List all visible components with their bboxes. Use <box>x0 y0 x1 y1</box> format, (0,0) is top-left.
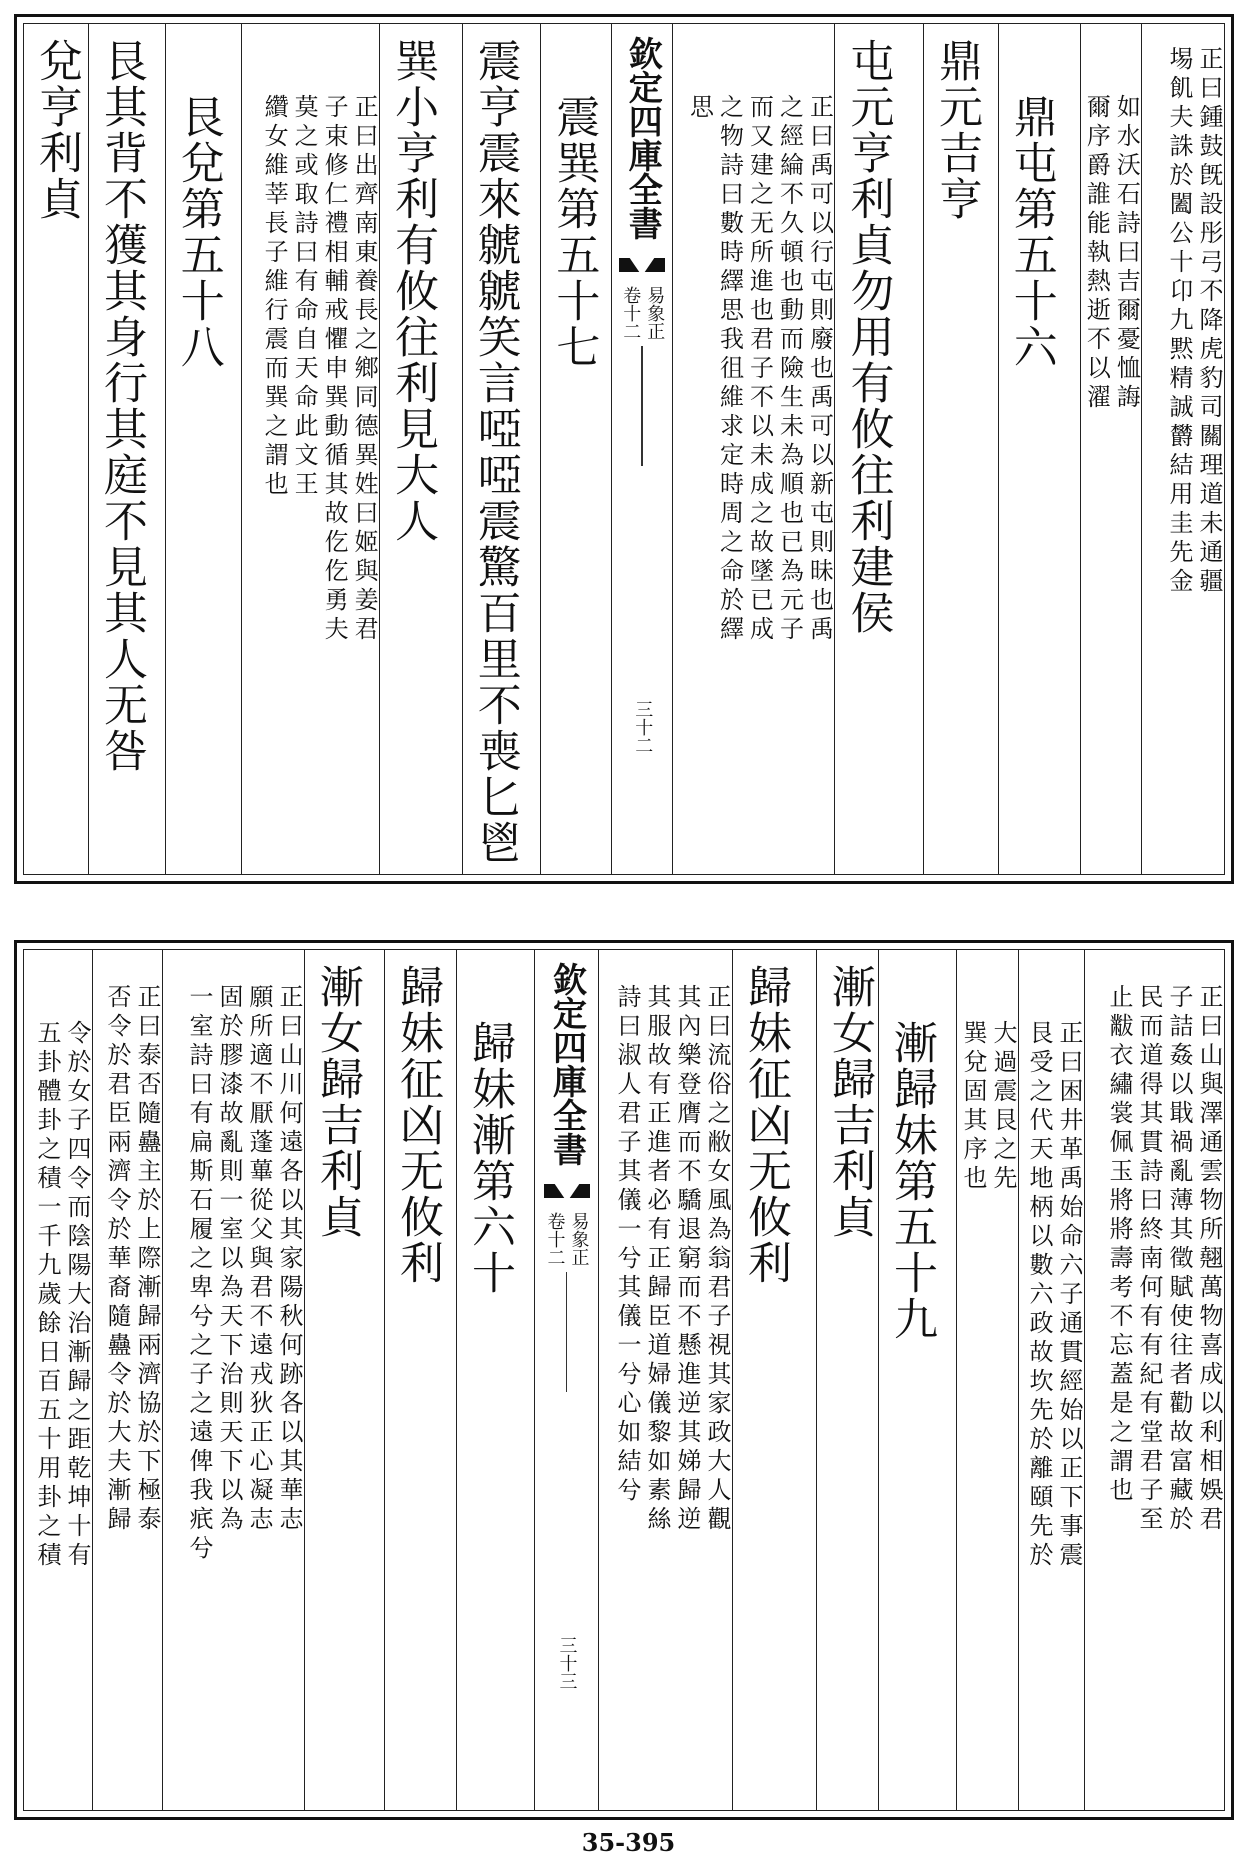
commentary-line: 莫之或取詩曰有命自天命此文王 <box>290 94 319 500</box>
book-title: 欽定四庫全書 <box>622 36 663 240</box>
fish-tail-ornament <box>619 254 665 276</box>
commentary-line: 而又建之无所進也君子不以未成之故墜已成 <box>745 94 774 645</box>
commentary-column <box>162 950 304 1810</box>
commentary-line: 子束修仁禮相輔戒懼申巽動循其故仡仡勇夫 <box>320 94 349 645</box>
commentary-line: 正曰困井革禹始命六子通貫經始以正下事震 <box>1055 1020 1083 1571</box>
commentary-column <box>956 950 1018 1810</box>
page-number: 35-395 <box>581 1828 676 1857</box>
book-name: 易象正 <box>644 286 666 340</box>
commentary-line: 否令於君臣兩濟令於華裔隨蠱令於大夫漸歸 <box>103 984 131 1535</box>
leaf-number: 三十三 <box>556 1636 578 1690</box>
top-page-frame <box>14 14 1234 884</box>
bottom-page-frame <box>14 940 1234 1820</box>
commentary-line: 大過震艮之先 <box>989 1020 1017 1194</box>
hexagram-text-column <box>379 24 462 874</box>
commentary-line: 詩曰淑人君子其儀一兮其儀一兮心如結兮 <box>613 984 641 1506</box>
volume-number: 卷十二 <box>620 286 642 340</box>
hexagram-heading-column <box>998 24 1081 874</box>
hexagram-text-column <box>732 950 816 1810</box>
commentary-column <box>1018 950 1084 1810</box>
commentary-line: 五卦體卦之積一千九歲餘日百五十用卦之積 <box>33 1020 61 1571</box>
commentary-line: 願所適不厭蓬蓽從父與君不遠戎狄正心凝志 <box>245 984 273 1535</box>
top-page-border <box>23 23 1225 875</box>
commentary-column <box>1084 950 1224 1810</box>
hexagram-heading: 歸妹漸第六十 <box>464 1020 515 1296</box>
commentary-line: 固於膠漆故亂則一室以為天下治則天下以為 <box>215 984 243 1535</box>
commentary-line: 民而道得其貫詩曰終南何有有紀有堂君子至 <box>1135 984 1163 1535</box>
bottom-page-border <box>23 949 1225 1811</box>
commentary-line: 正曰流俗之敝女風為翁君子視其家政大人觀 <box>703 984 731 1535</box>
commentary-column <box>24 950 92 1810</box>
spine-line <box>566 1272 568 1392</box>
leaf-number: 三十二 <box>632 700 654 754</box>
commentary-line: 正曰鍾鼓旣設彤弓不降虎豹司關理道未通疆 <box>1195 46 1223 597</box>
hexagram-text: 屯元亨利貞勿用有攸往利建侯 <box>842 38 894 636</box>
book-name: 易象正 <box>568 1212 590 1266</box>
hexagram-heading: 震巽第五十七 <box>548 94 600 370</box>
commentary-line: 其內樂登膺而不驕退窮而不懸進逆其娣歸逆 <box>673 984 701 1535</box>
commentary-column <box>241 24 379 874</box>
fish-tail-ornament <box>544 1180 590 1202</box>
commentary-line: 之物詩曰數時繹思我徂維求定時周之命於繹 <box>715 94 744 645</box>
hexagram-text-column <box>462 24 541 874</box>
hexagram-text: 鼎元吉亨 <box>931 38 982 222</box>
commentary-line: 正曰泰否隨蠱主於上際漸歸兩濟協於下極泰 <box>133 984 161 1535</box>
hexagram-heading-column <box>456 950 534 1810</box>
commentary-line: 一室詩曰有扁斯石履之卑兮之子之遠俾我疧兮 <box>185 984 213 1564</box>
hexagram-heading-column <box>165 24 242 874</box>
hexagram-heading: 鼎屯第五十六 <box>1005 94 1057 370</box>
commentary-line: 艮受之代天地柄以數六政故坎先於離頤先於 <box>1025 1020 1053 1571</box>
commentary-line: 止黻衣繡裳佩玉將將壽考不忘蓋是之謂也 <box>1105 984 1133 1506</box>
commentary-line: 之經綸不久頓也動而險生未為順也已為元子 <box>775 94 804 645</box>
hexagram-text-column <box>834 24 923 874</box>
book-title: 欽定四庫全書 <box>546 962 587 1166</box>
hexagram-heading: 漸歸妹第五十九 <box>886 1020 937 1342</box>
hexagram-text: 漸女歸吉利貞 <box>824 964 875 1240</box>
commentary-line: 子詰姦以戢禍亂薄其徵賦使往者勸故富藏於 <box>1165 984 1193 1535</box>
commentary-line: 巽兌固其序也 <box>959 1020 987 1194</box>
spine-line <box>641 346 643 466</box>
commentary-line: 如水沃石詩曰吉爾憂恤誨 <box>1112 94 1141 413</box>
commentary-line: 令於女子四令而陰陽大治漸歸之距乾坤十有 <box>63 1020 91 1571</box>
commentary-column <box>672 24 834 874</box>
hexagram-text-column <box>24 24 88 874</box>
commentary-line: 正曰出齊南東養長之鄉同德異姓曰姬與姜君 <box>350 94 379 645</box>
commentary-column <box>92 950 162 1810</box>
hexagram-text: 兌亨利貞 <box>30 38 82 222</box>
commentary-line: 爾序爵誰能執熱逝不以濯 <box>1082 94 1111 413</box>
hexagram-text: 震亨震來虩虩笑言啞啞震驚百里不喪匕鬯 <box>469 38 521 866</box>
hexagram-text-column <box>923 24 998 874</box>
commentary-line: 正曰禹可以行屯則廢也禹可以新屯則昧也禹 <box>805 94 834 645</box>
hexagram-text-column <box>816 950 878 1810</box>
book-spine-column <box>611 24 672 874</box>
book-spine-column <box>534 950 598 1810</box>
hexagram-text: 歸妹征凶无攸利 <box>740 964 791 1286</box>
hexagram-heading: 艮兌第五十八 <box>172 94 224 370</box>
commentary-line: 埸飢夫誅於闔公十卬九黙精誠欝結用圭先金 <box>1165 46 1193 597</box>
hexagram-text-column <box>88 24 165 874</box>
bottom-columns <box>24 950 1224 1810</box>
commentary-line: 纘女維莘長子維行震而巽之謂也 <box>260 94 289 500</box>
commentary-column <box>1080 24 1141 874</box>
volume-number: 卷十二 <box>544 1212 566 1266</box>
hexagram-text: 艮其背不獲其身行其庭不見其人无咎 <box>95 38 147 774</box>
top-columns <box>24 24 1224 874</box>
hexagram-heading-column <box>540 24 611 874</box>
hexagram-text-column <box>304 950 384 1810</box>
hexagram-text: 巽小亨利有攸往利見大人 <box>387 38 439 544</box>
hexagram-text: 漸女歸吉利貞 <box>312 964 363 1240</box>
hexagram-heading-column <box>878 950 956 1810</box>
commentary-line: 正曰山與澤通雲物所翹萬物喜成以利相娛君 <box>1195 984 1223 1535</box>
commentary-column <box>598 950 732 1810</box>
commentary-line: 正曰山川何遠各以其家陽秋何跡各以其華志 <box>275 984 303 1535</box>
commentary-line: 思 <box>685 94 714 123</box>
commentary-line: 其服故有正進者必有正歸臣道婦儀黎如素絲 <box>643 984 671 1535</box>
hexagram-text: 歸妹征凶无攸利 <box>392 964 443 1286</box>
commentary-column <box>1141 24 1224 874</box>
hexagram-text-column <box>384 950 456 1810</box>
